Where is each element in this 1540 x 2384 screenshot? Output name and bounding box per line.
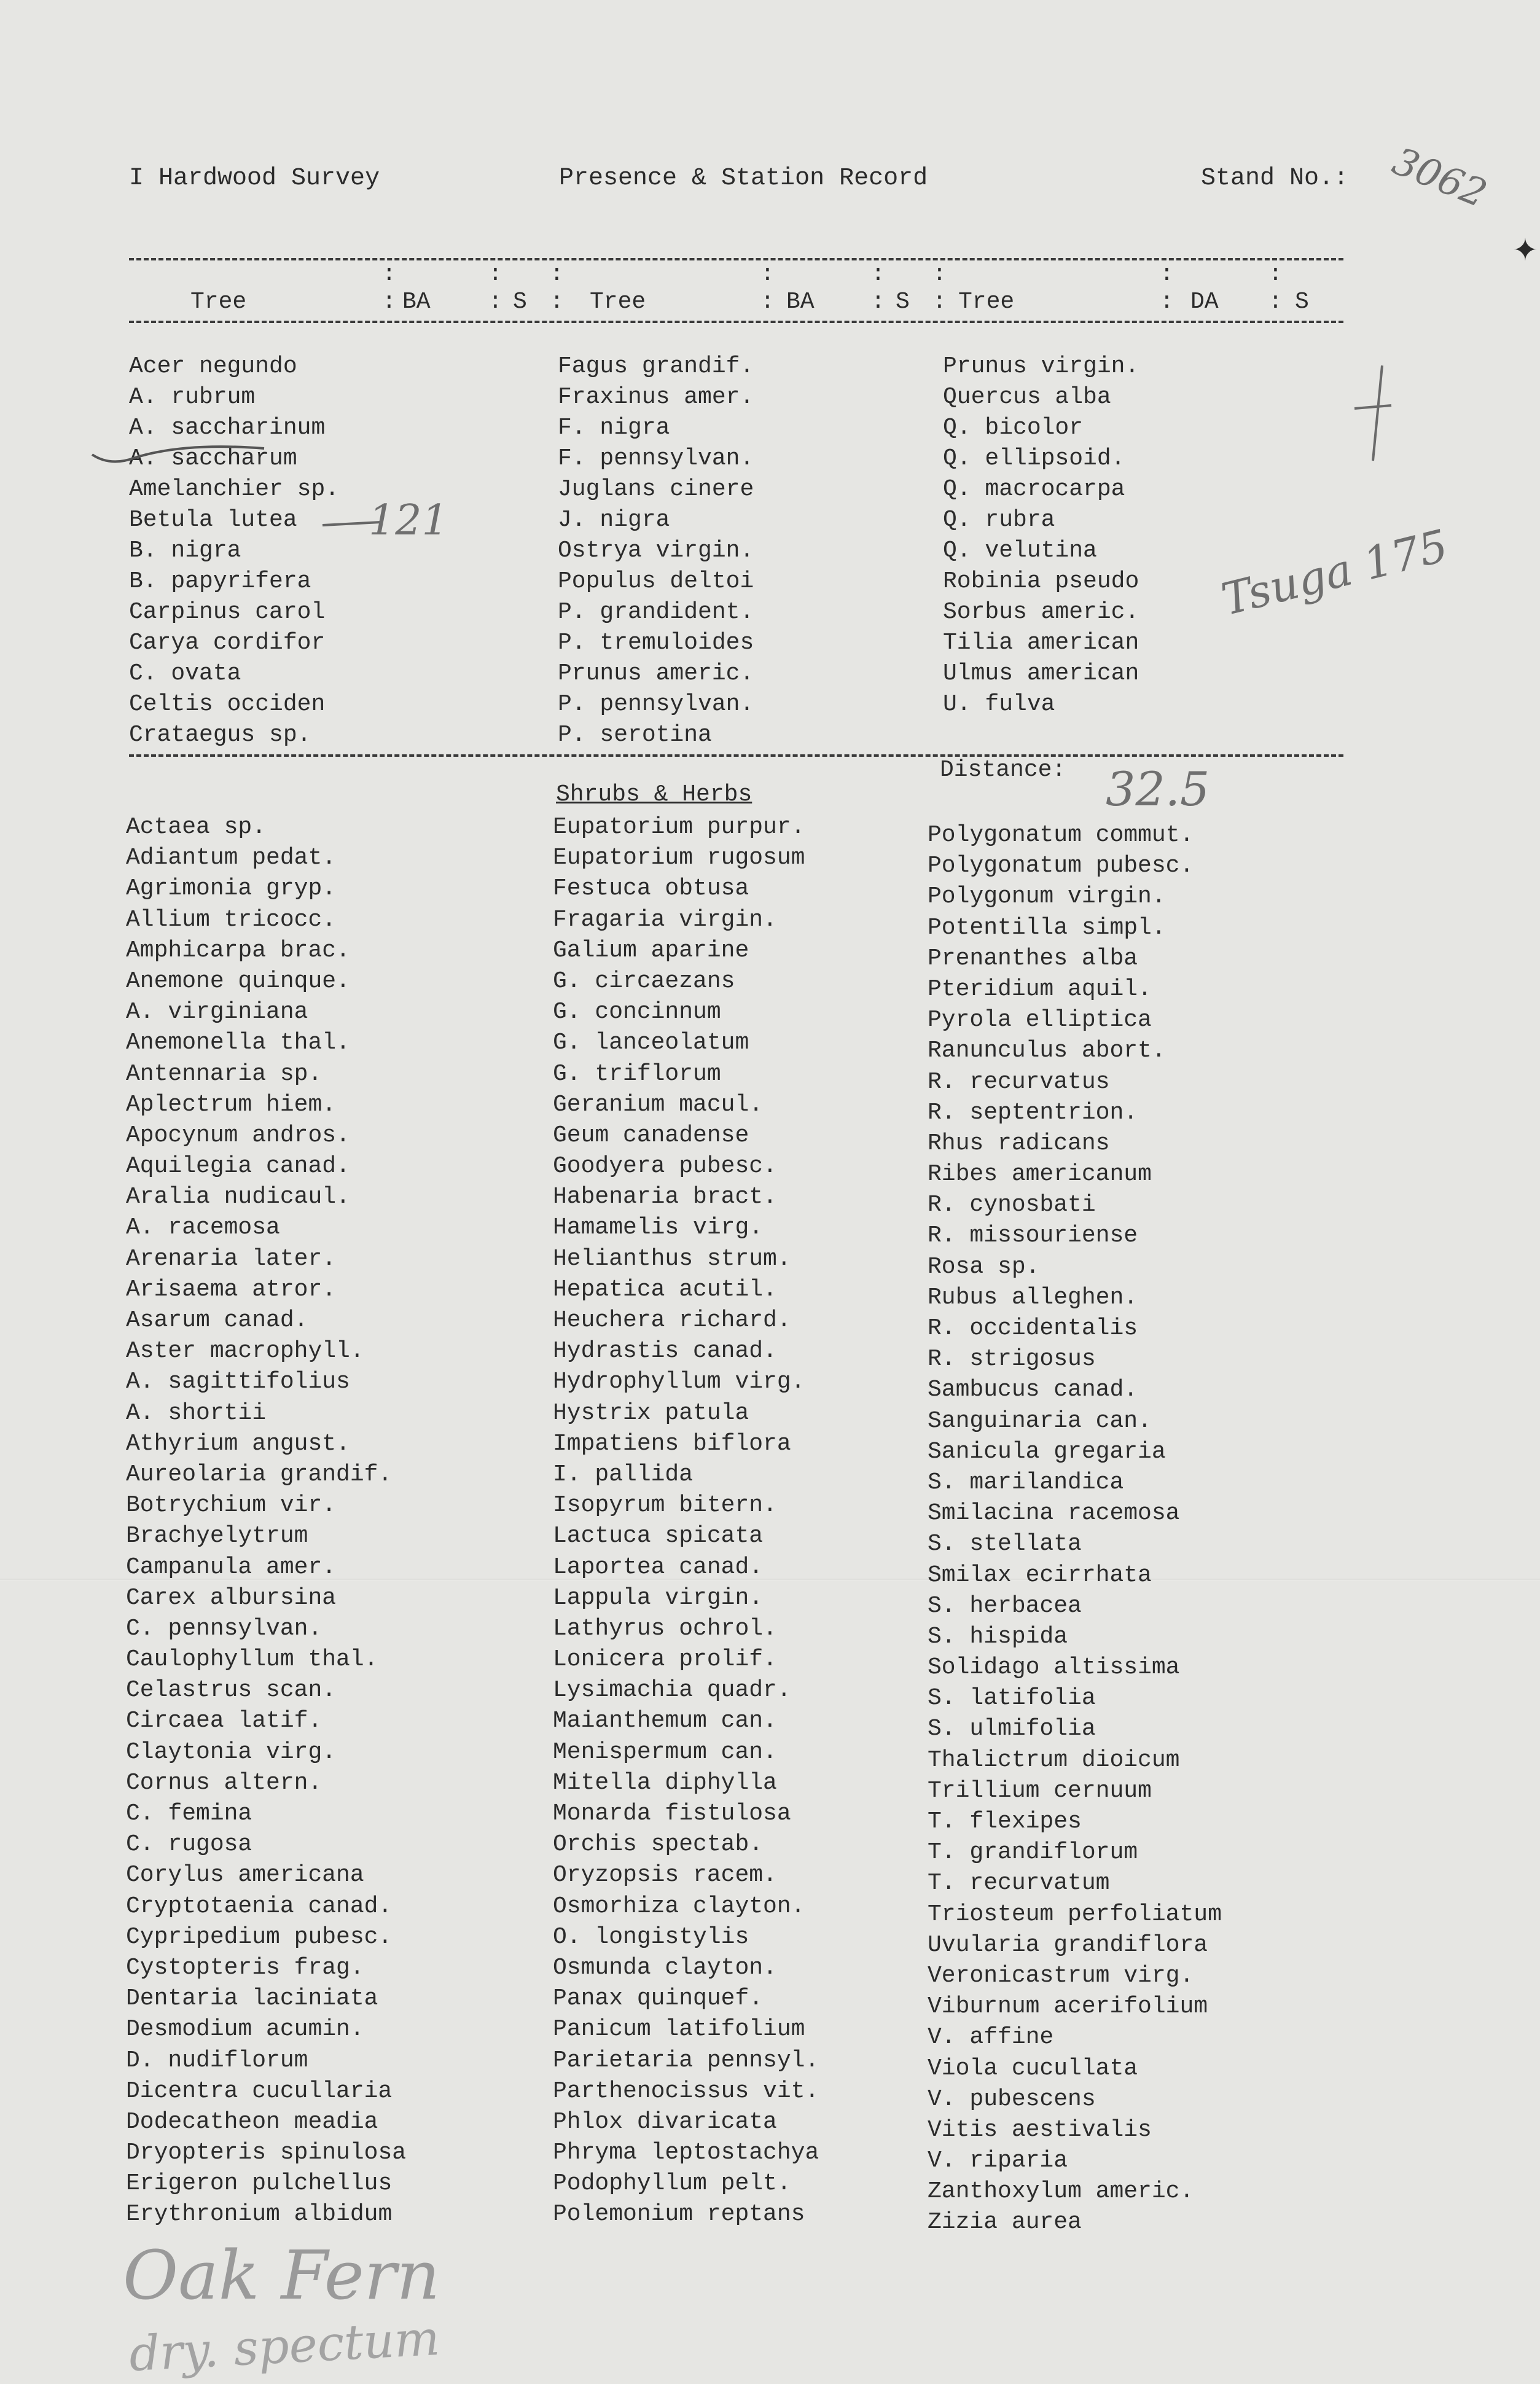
herb-item: Hydrastis canad. <box>553 1338 777 1365</box>
herb-item: T. recurvatum <box>928 1870 1110 1897</box>
tree-item: Q. ellipsoid. <box>943 445 1125 472</box>
herb-item: Dryopteris spinulosa <box>126 2140 407 2167</box>
tree-item: Betula lutea <box>129 507 297 533</box>
tree-item: Q. velutina <box>943 537 1097 564</box>
tree-item: P. grandident. <box>558 599 754 625</box>
herb-item: G. circaezans <box>553 967 735 995</box>
herb-item: S. stellata <box>928 1531 1082 1558</box>
betula-count-handwritten: 121 <box>369 496 448 545</box>
separator: : <box>550 289 564 315</box>
herb-item: Claytonia virg. <box>126 1738 337 1765</box>
tree-item: Q. rubra <box>943 507 1055 533</box>
ba-col1-label: BA <box>402 289 431 315</box>
herb-item: Fragaria virgin. <box>553 906 777 933</box>
herb-item: Isopyrum bitern. <box>553 1492 777 1519</box>
survey-title: I Hardwood Survey <box>129 165 380 192</box>
herb-item: Geum canadense <box>553 1122 749 1149</box>
herb-item: S. hispida <box>928 1623 1068 1650</box>
tree-item: Populus deltoi <box>558 568 754 595</box>
herb-item: Lappula virgin. <box>553 1584 764 1611</box>
herb-item: Pyrola elliptica <box>928 1007 1152 1034</box>
separator: : <box>488 289 502 315</box>
tree-item: Acer negundo <box>129 353 297 380</box>
tree-list-col1 <box>129 351 339 751</box>
separator: : <box>488 261 502 287</box>
tree-item: Q. bicolor <box>943 415 1084 441</box>
herb-item: Ranunculus abort. <box>928 1038 1166 1065</box>
tree-item: Quercus alba <box>943 384 1111 410</box>
herb-item: Dentaria laciniata <box>126 1985 378 2012</box>
herb-item: S. ulmifolia <box>928 1716 1096 1743</box>
herb-item: Anemone quinque. <box>126 967 350 995</box>
separator: : <box>382 261 396 287</box>
herb-item: C. rugosa <box>126 1831 252 1858</box>
tree-item: Tilia american <box>943 630 1139 656</box>
herb-item: Laportea canad. <box>553 1554 764 1581</box>
herb-item: Arisaema atror. <box>126 1276 337 1303</box>
tree-item: Prunus americ. <box>558 660 754 687</box>
tree-col3-label: Tree <box>958 289 1015 315</box>
tree-item: B. nigra <box>129 537 241 564</box>
herb-item: Cypripedium pubesc. <box>126 1923 393 1950</box>
tree-item: P. pennsylvan. <box>558 691 754 717</box>
herb-item: Apocynum andros. <box>126 1122 350 1149</box>
distance-value-handwritten: 32.5 <box>1106 762 1210 816</box>
herb-item: Solidago altissima <box>928 1654 1180 1681</box>
herb-item: Erigeron pulchellus <box>126 2170 393 2197</box>
herb-item: Amphicarpa brac. <box>126 937 350 964</box>
header-rule-top <box>129 258 1343 260</box>
herb-item: Athyrium angust. <box>126 1430 350 1457</box>
herb-item: Smilacina racemosa <box>928 1500 1180 1527</box>
herb-item: R. missouriense <box>928 1222 1138 1249</box>
separator: : <box>871 289 885 315</box>
herb-item: Uvularia grandiflora <box>928 1931 1208 1958</box>
herb-item: Pteridium aquil. <box>928 975 1152 1002</box>
herb-item: Celastrus scan. <box>126 1677 337 1704</box>
tree-item: Sorbus americ. <box>943 599 1139 625</box>
herb-item: Arenaria later. <box>126 1245 337 1272</box>
herb-item: Eupatorium purpur. <box>553 814 805 840</box>
tree-item: U. fulva <box>943 691 1055 717</box>
herb-item: Vitis aestivalis <box>928 2116 1152 2143</box>
stand-number-label: Stand No.: <box>1201 165 1349 192</box>
herb-item: Brachyelytrum <box>126 1523 308 1550</box>
separator: : <box>760 261 775 287</box>
herb-item: G. lanceolatum <box>553 1030 749 1057</box>
herb-item: Phryma leptostachya <box>553 2140 819 2167</box>
herb-item: Parthenocissus vit. <box>553 2077 819 2105</box>
stand-number-handwritten: 3062 <box>1386 138 1493 216</box>
herb-item: Allium tricocc. <box>126 906 337 933</box>
tree-item: J. nigra <box>558 507 670 533</box>
separator: : <box>871 261 885 287</box>
tree-item: A. saccharum <box>129 445 297 472</box>
separator: : <box>382 289 396 315</box>
herb-item: Viola cucullata <box>928 2055 1138 2082</box>
herb-item: Smilax ecirrhata <box>928 1561 1152 1589</box>
tree-item: Celtis occiden <box>129 691 326 717</box>
herb-item: Polygonatum pubesc. <box>928 853 1194 880</box>
herb-item: Lactuca spicata <box>553 1523 764 1550</box>
herb-item: Mitella diphylla <box>553 1769 777 1796</box>
herb-item: R. recurvatus <box>928 1068 1110 1095</box>
tree-col1-label: Tree <box>190 289 247 315</box>
herb-item: Aquilegia canad. <box>126 1153 350 1180</box>
herb-item: Rhus radicans <box>928 1130 1110 1157</box>
herb-item: Asarum canad. <box>126 1307 308 1334</box>
header-rule-bottom <box>129 321 1343 323</box>
herb-item: Veronicastrum virg. <box>928 1962 1194 1989</box>
herb-item: Helianthus strum. <box>553 1245 791 1272</box>
herb-item: Carex albursina <box>126 1584 337 1611</box>
herb-item: I. pallida <box>553 1461 694 1488</box>
herb-item: Corylus americana <box>126 1862 364 1889</box>
herb-list-col3 <box>928 820 1222 2238</box>
herb-item: Panax quinquef. <box>553 1985 764 2012</box>
tree-item: Amelanchier sp. <box>129 476 340 502</box>
tree-item: A. rubrum <box>129 384 256 410</box>
herb-item: Polygonum virgin. <box>928 883 1166 910</box>
herb-item: Cryptotaenia canad. <box>126 1893 393 1920</box>
herb-list-col1 <box>126 812 406 2230</box>
herb-list-col2 <box>553 812 819 2230</box>
herb-item: Caulophyllum thal. <box>126 1646 378 1673</box>
herb-item: Actaea sp. <box>126 814 267 840</box>
herb-item: Lysimachia quadr. <box>553 1677 791 1704</box>
ba-col3-label: DA <box>1190 289 1219 315</box>
herb-item: Osmunda clayton. <box>553 1954 777 1981</box>
tree-item: C. ovata <box>129 660 241 687</box>
herb-item: Erythronium albidum <box>126 2201 393 2228</box>
herb-item: Sanicula gregaria <box>928 1438 1166 1465</box>
herb-item: V. riparia <box>928 2148 1068 2175</box>
oak-fern-handwritten: Oak Fern <box>123 2236 440 2315</box>
tree-item: Ulmus american <box>943 660 1139 687</box>
herb-item: Hamamelis virg. <box>553 1214 764 1241</box>
tree-item: Fagus grandif. <box>558 353 754 380</box>
herb-item: Eupatorium rugosum <box>553 845 805 872</box>
herb-item: Ribes americanum <box>928 1161 1152 1188</box>
herb-item: Adiantum pedat. <box>126 845 337 872</box>
tree-item: Ostrya virgin. <box>558 537 754 564</box>
herb-item: Desmodium acumin. <box>126 2016 364 2043</box>
herb-item: Aplectrum hiem. <box>126 1091 337 1118</box>
herb-item: Circaea latif. <box>126 1708 322 1735</box>
tree-item: F. nigra <box>558 415 670 441</box>
herb-item: Aureolaria grandif. <box>126 1461 393 1488</box>
herb-item: Aster macrophyll. <box>126 1338 364 1365</box>
herb-item: Podophyllum pelt. <box>553 2170 791 2197</box>
separator: : <box>932 261 947 287</box>
herb-item: Parietaria pennsyl. <box>553 2047 819 2074</box>
s-col3-label: S <box>1295 289 1309 315</box>
herb-item: R. strigosus <box>928 1346 1096 1373</box>
herb-item: R. cynosbati <box>928 1192 1096 1219</box>
section-rule <box>129 754 1343 757</box>
herb-item: Polygonatum commut. <box>928 822 1194 848</box>
separator: : <box>932 289 947 315</box>
herb-item: Aralia nudicaul. <box>126 1184 350 1211</box>
herb-item: G. triflorum <box>553 1060 721 1087</box>
herb-item: Oryzopsis racem. <box>553 1862 777 1889</box>
herb-item: Geranium macul. <box>553 1091 764 1118</box>
tree-item: B. papyrifera <box>129 568 311 595</box>
tree-list-col3 <box>943 351 1139 720</box>
herb-item: Potentilla simpl. <box>928 914 1166 941</box>
s-col2-label: S <box>896 289 910 315</box>
separator: : <box>1160 289 1174 315</box>
record-title: Presence & Station Record <box>559 165 928 192</box>
herb-item: Goodyera pubesc. <box>553 1153 777 1180</box>
herb-item: Zizia aurea <box>928 2209 1082 2236</box>
tree-item: Robinia pseudo <box>943 568 1139 595</box>
corner-mark: ✦ <box>1512 232 1538 268</box>
herb-item: Dicentra cucullaria <box>126 2077 393 2105</box>
herb-item: A. racemosa <box>126 1214 280 1241</box>
tree-item: Carya cordifor <box>129 630 326 656</box>
herb-item: Panicum latifolium <box>553 2016 805 2043</box>
herb-item: G. concinnum <box>553 999 721 1026</box>
herb-item: Impatiens biflora <box>553 1430 791 1457</box>
herb-item: Trillium cernuum <box>928 1777 1152 1804</box>
herb-item: Dodecatheon meadia <box>126 2108 378 2135</box>
tsuga-note-handwritten: Tsuga 175 <box>1216 519 1453 626</box>
tree-item: Q. macrocarpa <box>943 476 1125 502</box>
herb-item: Hepatica acutil. <box>553 1276 777 1303</box>
tree-list-col2 <box>558 351 754 751</box>
tree-item: Crataegus sp. <box>129 722 311 748</box>
herb-item: V. affine <box>928 2024 1054 2051</box>
dryopteris-handwritten: dry. spectum <box>127 2310 441 2383</box>
herb-item: Polemonium reptans <box>553 2201 805 2228</box>
herb-item: A. shortii <box>126 1399 267 1426</box>
herb-item: C. femina <box>126 1800 252 1827</box>
herb-item: Zanthoxylum americ. <box>928 2178 1194 2205</box>
herb-item: A. sagittifolius <box>126 1369 350 1396</box>
herb-item: S. latifolia <box>928 1685 1096 1712</box>
herb-item: Triosteum perfoliatum <box>928 1901 1222 1928</box>
herb-item: R. occidentalis <box>928 1315 1138 1342</box>
separator: : <box>1160 261 1174 287</box>
herb-item: Antennaria sp. <box>126 1060 322 1087</box>
separator: : <box>760 289 775 315</box>
herb-item: S. herbacea <box>928 1592 1082 1619</box>
herb-item: Maianthemum can. <box>553 1708 777 1735</box>
ba-col2-label: BA <box>786 289 815 315</box>
herb-item: T. flexipes <box>928 1808 1082 1835</box>
herb-item: R. septentrion. <box>928 1099 1138 1126</box>
herb-item: Viburnum acerifolium <box>928 1993 1208 2020</box>
herb-item: Prenanthes alba <box>928 945 1138 972</box>
herb-item: Hystrix patula <box>553 1399 749 1426</box>
herb-item: Phlox divaricata <box>553 2108 777 2135</box>
herb-item: Lonicera prolif. <box>553 1646 777 1673</box>
quercus-tally-mark <box>1345 362 1401 467</box>
herb-item: S. marilandica <box>928 1469 1124 1496</box>
herb-item: Menispermum can. <box>553 1738 777 1765</box>
saccharum-check-mark <box>86 430 270 473</box>
separator: : <box>1268 289 1283 315</box>
separator: : <box>1268 261 1283 287</box>
s-col1-label: S <box>513 289 527 315</box>
herb-item: Heuchera richard. <box>553 1307 791 1334</box>
herb-item: Festuca obtusa <box>553 875 749 902</box>
herb-item: Rubus alleghen. <box>928 1284 1138 1311</box>
herb-item: Agrimonia gryp. <box>126 875 337 902</box>
tree-item: Fraxinus amer. <box>558 384 754 410</box>
herb-item: C. pennsylvan. <box>126 1615 322 1642</box>
herb-item: D. nudiflorum <box>126 2047 308 2074</box>
tree-item: Carpinus carol <box>129 599 326 625</box>
distance-label: Distance: <box>940 757 1066 783</box>
herb-item: Hydrophyllum virg. <box>553 1369 805 1396</box>
tree-col2-label: Tree <box>590 289 646 315</box>
herb-item: Habenaria bract. <box>553 1184 777 1211</box>
tree-item: Prunus virgin. <box>943 353 1139 380</box>
herb-item: Cornus altern. <box>126 1769 322 1796</box>
herb-item: Osmorhiza clayton. <box>553 1893 805 1920</box>
herb-item: Sambucus canad. <box>928 1377 1138 1404</box>
herb-item: Thalictrum dioicum <box>928 1746 1180 1773</box>
separator: : <box>550 261 564 287</box>
herb-item: Galium aparine <box>553 937 749 964</box>
herb-item: Cystopteris frag. <box>126 1954 364 1981</box>
herb-item: Botrychium vir. <box>126 1492 337 1519</box>
tree-item: F. pennsylvan. <box>558 445 754 472</box>
tree-item: A. saccharinum <box>129 415 326 441</box>
herb-item: Rosa sp. <box>928 1253 1040 1280</box>
herb-item: Sanguinaria can. <box>928 1407 1152 1434</box>
herb-item: Lathyrus ochrol. <box>553 1615 777 1642</box>
herb-item: T. grandiflorum <box>928 1839 1138 1866</box>
shrubs-herbs-heading: Shrubs & Herbs <box>556 781 752 808</box>
herb-item: Monarda fistulosa <box>553 1800 791 1827</box>
herb-item: A. virginiana <box>126 999 308 1026</box>
herb-item: Orchis spectab. <box>553 1831 764 1858</box>
tree-item: P. tremuloides <box>558 630 754 656</box>
tree-item: P. serotina <box>558 722 712 748</box>
herb-item: Campanula amer. <box>126 1554 337 1581</box>
herb-item: V. pubescens <box>928 2085 1096 2112</box>
herb-item: O. longistylis <box>553 1923 749 1950</box>
herb-item: Anemonella thal. <box>126 1030 350 1057</box>
tree-item: Juglans cinere <box>558 476 754 502</box>
